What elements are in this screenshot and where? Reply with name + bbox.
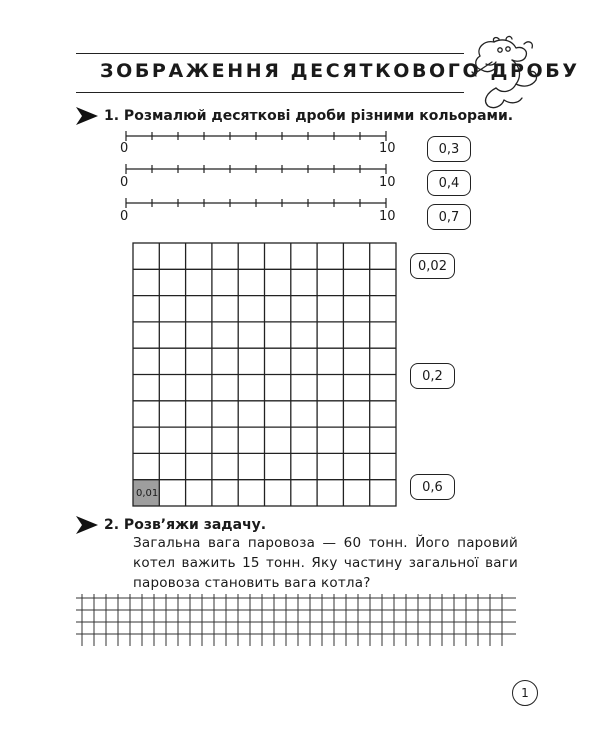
hundred-square-grid — [132, 242, 397, 507]
grid-value-box-2: 0,2 — [410, 363, 455, 389]
task1-heading: 1. Розмалюй десяткові дроби різними кольорами. — [104, 108, 514, 124]
number-line-3-start: 0 — [120, 209, 129, 224]
number-line-2-end: 10 — [379, 175, 396, 190]
grid-value-box-1: 0,02 — [410, 253, 455, 279]
value-box-line-3: 0,7 — [427, 204, 471, 230]
number-line-3 — [125, 193, 387, 213]
task2-text: Загальна вага паровоза — 60 тонн. Його паровий котел важить 15 тонн. Яку частину загальної ваги паровоза становить вага котла? — [133, 535, 518, 591]
number-line-1 — [125, 126, 387, 146]
number-line-2-start: 0 — [120, 175, 129, 190]
grid-value-box-3: 0,6 — [410, 474, 455, 500]
page-number: 1 — [512, 680, 538, 706]
arrow-marker-icon — [76, 516, 98, 534]
number-line-2 — [125, 159, 387, 179]
title-rule-bottom — [76, 92, 464, 93]
arrow-marker-icon — [76, 107, 98, 125]
value-box-line-1: 0,3 — [427, 136, 471, 162]
number-line-1-end: 10 — [379, 141, 396, 156]
number-line-3-end: 10 — [379, 209, 396, 224]
number-line-1-start: 0 — [120, 141, 129, 156]
value-box-line-2: 0,4 — [427, 170, 471, 196]
shaded-cell-label: 0,01 — [136, 488, 159, 499]
title-rule-top — [76, 53, 464, 54]
task2-heading: 2. Розв’яжи задачу. — [104, 517, 267, 533]
dragon-mascot-icon — [466, 34, 542, 114]
page-title: ЗОБРАЖЕННЯ ДЕСЯТКОВОГО ДРОБУ — [100, 60, 580, 82]
answer-grid — [76, 594, 516, 646]
